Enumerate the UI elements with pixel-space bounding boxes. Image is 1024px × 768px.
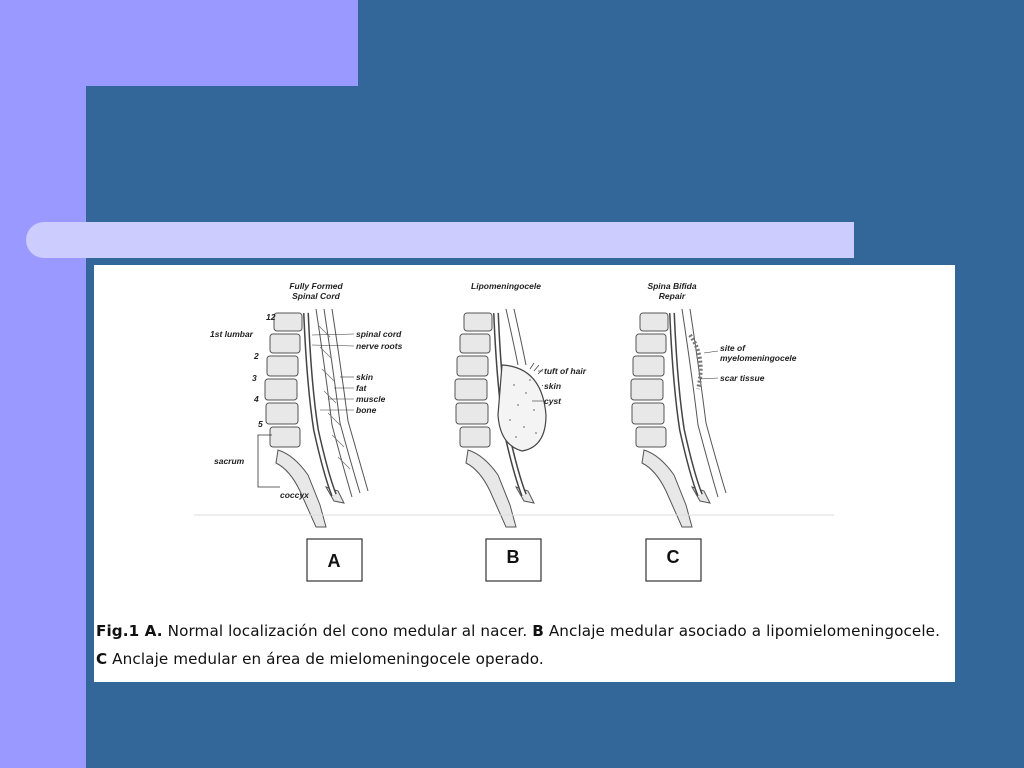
panel-a-label-2: 2 [254,351,259,361]
spine-figure [94,265,955,682]
panel-c-label-myelomeningocele: myelomeningocele [720,353,797,363]
caption-a-text: Normal localización del cono medular al nacer. [162,622,533,640]
panel-a-label-muscle: muscle [356,394,386,404]
panel-c-title-2: Repair [658,291,686,301]
panel-a-label-fat: fat [356,383,367,393]
panel-a-label-1st-lumbar: 1st lumbar [210,329,253,339]
panel-b-label-skin: skin [544,381,562,391]
top-accent-block [0,0,358,86]
panel-a-letter: A [327,551,341,571]
panel-a-label-spinal-cord: spinal cord [356,329,402,339]
caption-c-label: C [96,650,108,668]
panel-a-illustration [210,281,403,527]
panel-a-title-2: Spinal Cord [292,291,340,301]
panel-b-title: Lipomeningocele [471,281,541,291]
panel-c-label-site-of: site of [720,343,746,353]
panel-a-label-nerve-roots: nerve roots [356,341,403,351]
panel-a-label-bone: bone [356,405,377,415]
panel-a-label-12: 12 [266,312,276,322]
panel-a-label-4: 4 [254,394,259,404]
panel-a-label-sacrum: sacrum [214,456,245,466]
panel-b-label-tuft-of-hair: tuft of hair [544,366,587,376]
panel-c-illustration [631,281,797,527]
panel-b-illustration [455,281,587,527]
panel-c-title-1: Spina Bifida [647,281,697,291]
caption-b-label: B [532,622,544,640]
panel-c-letter: C [666,547,680,567]
panel-a-label-skin: skin [356,372,374,382]
title-bar [26,222,854,258]
panel-a-label-5: 5 [258,419,263,429]
caption-c-text: Anclaje medular en área de mielomeningocele operado. [107,650,544,668]
panel-b-letter: B [506,547,520,567]
caption-b-text: Anclaje medular asociado a lipomielomeningocele. [543,622,941,640]
panel-a-label-3: 3 [252,373,257,383]
left-accent-bar [0,0,86,768]
caption-a-label: Fig.1 A. [96,622,163,640]
panel-a-label-coccyx: coccyx [280,490,309,500]
panel-b-label-cyst: cyst [544,396,562,406]
figure-caption [96,617,946,673]
rounded-corner [86,86,126,126]
panel-c-label-scar-tissue: scar tissue [720,373,765,383]
panel-a-title-1: Fully Formed [289,281,343,291]
